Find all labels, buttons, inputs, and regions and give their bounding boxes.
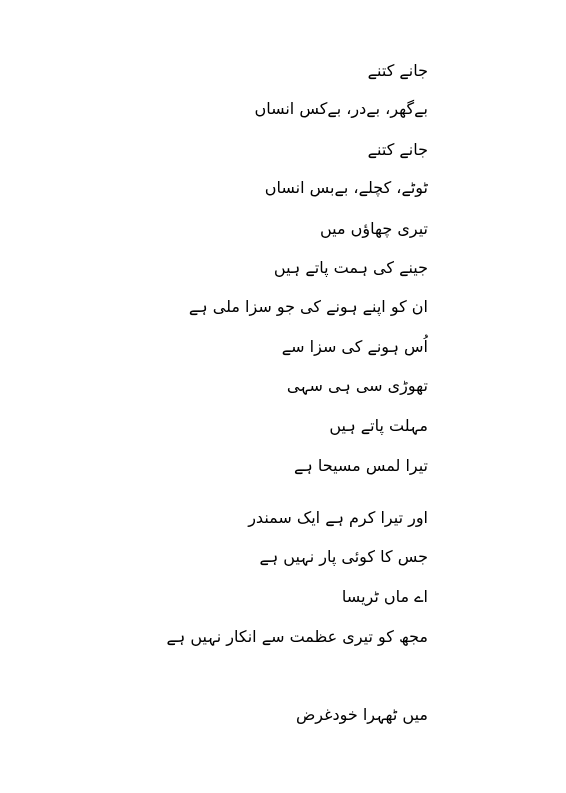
poem-line: جانے کتنے (367, 61, 428, 80)
poem-line: تیری چھاؤں میں (320, 219, 428, 238)
poem-line: بےگھر، بےدر، بےکس انساں (254, 99, 428, 118)
poem-line: جینے کی ہمت پاتے ہیں (273, 258, 428, 277)
poem-line: میں ٹھہرا خودغرض (295, 705, 428, 724)
poem-line: ٹوٹے، کچلے، بےبس انساں (264, 178, 428, 197)
poem-line: اے ماں ٹریسا (341, 587, 428, 606)
poem-line: تھوڑی سی ہی سہی (286, 376, 428, 395)
poem-line: ان کو اپنے ہونے کی جو سزا ملی ہے (188, 297, 428, 316)
poem-line: جانے کتنے (367, 140, 428, 159)
poem-line: اُس ہونے کی سزا سے (281, 337, 428, 356)
poem-line: مجھ کو تیری عظمت سے انکار نہیں ہے (166, 627, 428, 646)
poem-line: جس کا کوئی پار نہیں ہے (259, 547, 428, 566)
poem-line: تیرا لمس مسیحا ہے (294, 456, 428, 475)
poem-line: اور تیرا کرم ہے ایک سمندر (248, 508, 428, 527)
poem-line: مہلت پاتے ہیں (329, 416, 428, 435)
